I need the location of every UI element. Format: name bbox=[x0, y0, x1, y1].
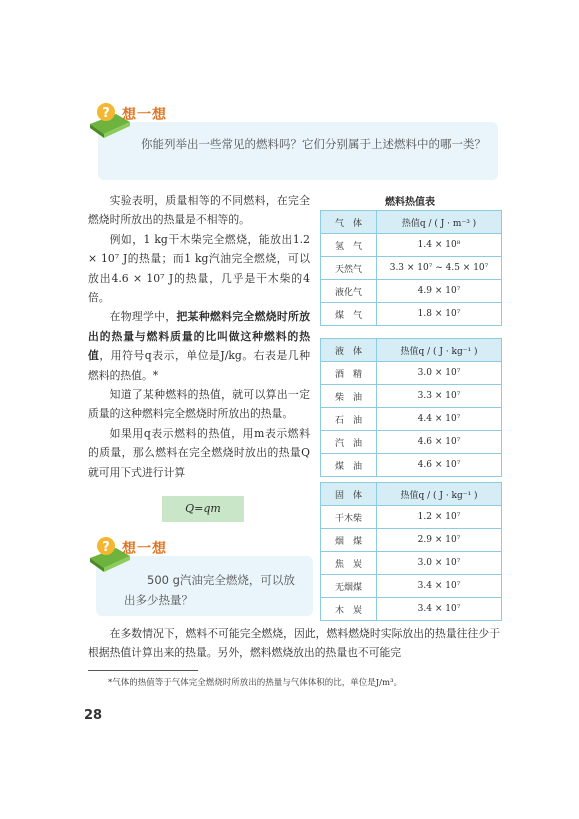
heat-value: 4.6 × 10⁷ bbox=[377, 431, 502, 454]
heat-value: 3.3 × 10⁷ bbox=[377, 385, 502, 408]
paragraph-5: 如果用q表示燃料的热值，用m表示燃料的质量，那么燃料在完全燃烧时放出的热量Q就可用下式进行计算 bbox=[88, 426, 310, 479]
heat-value: 1.4 × 10⁸ bbox=[377, 234, 502, 257]
fuel-name: 液化气 bbox=[321, 280, 377, 303]
bottom-text: 在多数情况下，燃料不可能完全燃烧，因此，燃料燃烧时实际放出的热量往往少于根据热值计算出来的热量。另外，燃料燃烧放出的热量也不可能完 bbox=[88, 627, 500, 660]
table-header-unit: 热值q / ( J · m⁻³ ) bbox=[377, 211, 502, 234]
footnote: *气体的热值等于气体完全燃烧时所放出的热量与气体体积的比，单位是J/m³。 bbox=[108, 678, 402, 688]
page-number: 28 bbox=[84, 708, 103, 723]
fuel-name: 烟 煤 bbox=[321, 529, 377, 552]
table-row bbox=[321, 362, 502, 385]
table-row bbox=[321, 454, 502, 477]
paragraph-3 bbox=[88, 307, 310, 385]
think-section-2 bbox=[88, 534, 313, 618]
table-row bbox=[321, 408, 502, 431]
heat-value: 2.9 × 10⁷ bbox=[377, 529, 502, 552]
fuel-name: 汽 油 bbox=[321, 431, 377, 454]
heat-value: 1.2 × 10⁷ bbox=[377, 506, 502, 529]
table-row bbox=[321, 575, 502, 598]
table-row bbox=[321, 257, 502, 280]
fuel-name: 石 油 bbox=[321, 408, 377, 431]
table-header-row bbox=[321, 483, 502, 506]
table-header-name: 固 体 bbox=[321, 483, 377, 506]
table-header-unit: 热值q / ( J · kg⁻¹ ) bbox=[377, 483, 502, 506]
heat-value: 3.0 × 10⁷ bbox=[377, 362, 502, 385]
table-row bbox=[321, 598, 502, 621]
fuel-name: 煤 气 bbox=[321, 303, 377, 326]
table-title: 燃料热值表 bbox=[385, 197, 435, 208]
table-header-unit: 热值q / ( J · kg⁻¹ ) bbox=[377, 339, 502, 362]
table-header-row bbox=[321, 339, 502, 362]
fuel-name: 煤 油 bbox=[321, 454, 377, 477]
gas-heat-table bbox=[320, 210, 502, 326]
svg-text:?: ? bbox=[102, 106, 110, 121]
paragraph-2: 例如，1 kg干木柴完全燃烧，能放出1.2 × 10⁷ J的热量；而1 kg汽油完全燃烧，可以放出4.6 × 10⁷ J的热量，几乎是干木柴的4倍。 bbox=[88, 232, 310, 305]
table-row bbox=[321, 529, 502, 552]
table-row bbox=[321, 385, 502, 408]
think-question-2: 500 g汽油完全燃烧，可以放出多少热量？ bbox=[124, 573, 295, 607]
liquid-heat-table bbox=[320, 338, 502, 477]
table-row bbox=[321, 303, 502, 326]
footnote-rule bbox=[88, 670, 198, 671]
table-row bbox=[321, 280, 502, 303]
table-header-row bbox=[321, 211, 502, 234]
heat-value: 3.4 × 10⁷ bbox=[377, 598, 502, 621]
fuel-name: 氢 气 bbox=[321, 234, 377, 257]
think-title-2: 想一想 bbox=[122, 541, 167, 557]
paragraph-3-start: 在物理学中， bbox=[109, 310, 177, 324]
fuel-name: 焦 炭 bbox=[321, 552, 377, 575]
body-text bbox=[88, 191, 310, 482]
table-header-name: 气 体 bbox=[321, 211, 377, 234]
paragraph-3-end: ，用符号q表示，单位是J/kg。右表是几种燃料的热值。* bbox=[88, 349, 310, 382]
heat-value: 3.0 × 10⁷ bbox=[377, 552, 502, 575]
table-header-name: 液 体 bbox=[321, 339, 377, 362]
heat-value: 3.4 × 10⁷ bbox=[377, 575, 502, 598]
heat-value-definition: 把某种燃料完全燃烧时所放出的热量与燃料质量的比叫做这种燃料的热值 bbox=[88, 310, 310, 363]
heat-value: 1.8 × 10⁷ bbox=[377, 303, 502, 326]
fuel-name: 木 炭 bbox=[321, 598, 377, 621]
paragraph-4: 知道了某种燃料的热值，就可以算出一定质量的这种燃料完全燃烧时所放出的热量。 bbox=[88, 388, 310, 421]
think-title-1: 想一想 bbox=[122, 107, 167, 123]
table-row bbox=[321, 234, 502, 257]
table-row bbox=[321, 552, 502, 575]
solid-heat-table bbox=[320, 482, 502, 621]
heat-value: 4.4 × 10⁷ bbox=[377, 408, 502, 431]
fuel-name: 无烟煤 bbox=[321, 575, 377, 598]
table-row bbox=[321, 506, 502, 529]
bottom-paragraph bbox=[88, 624, 500, 663]
heat-value: 4.9 × 10⁷ bbox=[377, 280, 502, 303]
fuel-name: 酒 精 bbox=[321, 362, 377, 385]
fuel-name: 天然气 bbox=[321, 257, 377, 280]
paragraph-1: 实验表明，质量相等的不同燃料，在完全燃烧时所放出的热量是不相等的。 bbox=[88, 194, 310, 227]
think-section-1 bbox=[88, 100, 500, 182]
svg-text:?: ? bbox=[102, 540, 110, 555]
think-question-1: 你能列举出一些常见的燃料吗？它们分别属于上述燃料中的哪一类？ bbox=[141, 137, 486, 151]
fuel-name: 柴 油 bbox=[321, 385, 377, 408]
heat-value: 3.3 × 10⁷ ~ 4.5 × 10⁷ bbox=[377, 257, 502, 280]
table-row bbox=[321, 431, 502, 454]
heat-value: 4.6 × 10⁷ bbox=[377, 454, 502, 477]
fuel-name: 干木柴 bbox=[321, 506, 377, 529]
formula-box: Q=qm bbox=[162, 496, 244, 522]
